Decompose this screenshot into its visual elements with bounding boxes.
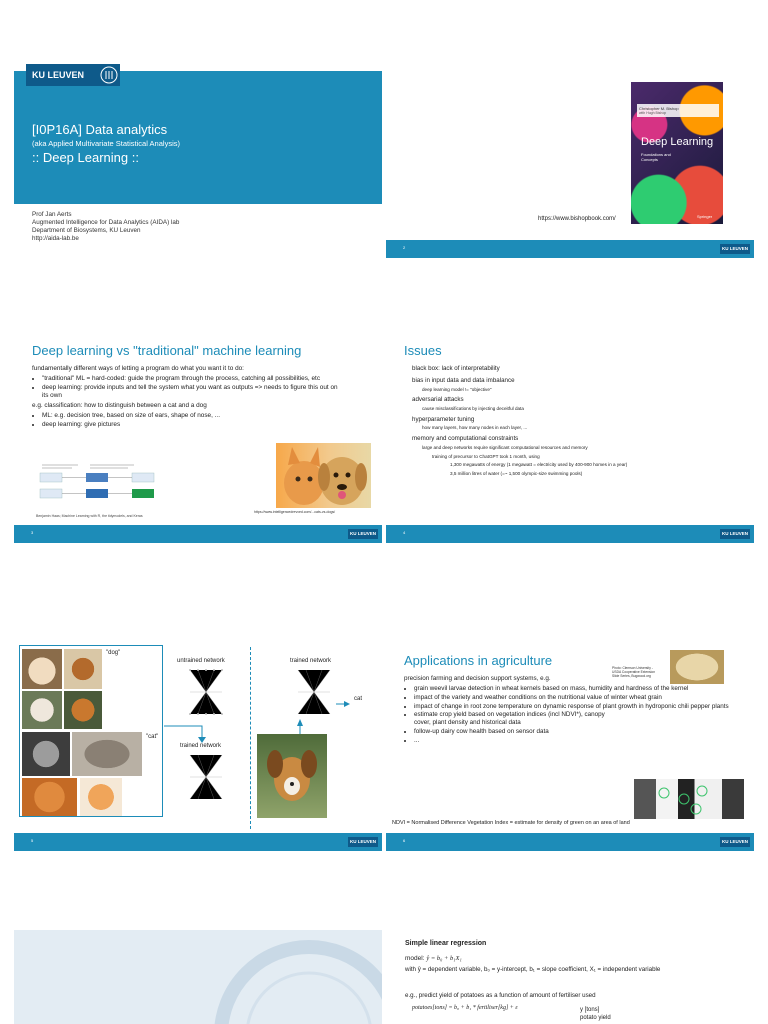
slide-title: Deep learning vs "traditional" machine learning xyxy=(32,343,302,358)
slide-body xyxy=(404,365,746,477)
book-url[interactable]: https://www.bishopbook.com/ xyxy=(538,216,616,222)
slide-body xyxy=(32,365,374,431)
book-cover xyxy=(631,82,723,224)
author-dept: Department of Biosystems, KU Leuven xyxy=(32,227,141,234)
divider-line xyxy=(250,647,251,829)
model-formula: ŷ = b₀ + b₁X₁ xyxy=(426,955,462,962)
watermark-seal xyxy=(214,940,382,1024)
issue-item: bias in input data and data imbalance xyxy=(412,376,515,384)
cat-label: "cat" xyxy=(146,734,159,740)
example-formula: potatoes[tons] = b₀ + b₁ * fertiliser[kg] + ε xyxy=(412,1005,518,1011)
issue-item: black box: lack of interpretability xyxy=(412,365,500,372)
photo-source-url[interactable]: https://www.intelligencedrevved.com/...cats-vs-dogs/ xyxy=(254,510,336,514)
dog-photo-4 xyxy=(64,691,102,729)
slide-footer xyxy=(386,833,754,851)
trained-label-right: trained network xyxy=(290,658,332,664)
issue-item: adversarial attacks xyxy=(412,396,464,404)
application-item: • ... xyxy=(414,737,746,745)
book-author: Christopher M. Bishop xyxy=(639,106,679,111)
application-item: • estimate crop yield based on vegetation indices (incl NDVI*), canopy cover, plant density and historical data xyxy=(414,711,746,727)
intro-text: precision farming and decision support systems, e.g. xyxy=(404,675,551,682)
bullet-dl: • deep learning: give pictures xyxy=(42,421,374,429)
dog-photo-2 xyxy=(64,649,102,689)
diagram-caption: Benjamin Haas; Machine Learning with R, the tidymodels, and Keras xyxy=(36,514,143,518)
example-text: e.g. classification: how to distinguish between a cat and a dog xyxy=(32,402,207,409)
book-publisher: Springer xyxy=(697,214,713,219)
page-number: 5 xyxy=(31,838,34,843)
application-item: • grain weevil larvae detection in wheat kernels based on mass, humidity and hardness of the kernel xyxy=(414,685,746,693)
footer-logo: KU LEUVEN xyxy=(720,244,750,254)
slide-book xyxy=(386,60,754,258)
cat-dog-photo xyxy=(276,443,371,508)
slide-footer xyxy=(386,525,754,543)
author-url[interactable]: http://aida-lab.be xyxy=(32,235,79,242)
slide-section xyxy=(14,930,382,1024)
logo-seal-icon xyxy=(100,66,118,89)
slide-footer xyxy=(14,525,382,543)
application-item: • follow-up dairy cow health based on sensor data xyxy=(414,728,746,736)
slide-footer xyxy=(14,833,382,851)
bullet-deep: • deep learning: provide inputs and tell the system what you want as outputs => needs to figure this out on its own xyxy=(42,384,374,400)
course-aka: (aka Applied Multivariate Statistical Analysis) xyxy=(32,139,180,148)
trained-network-icon-left xyxy=(186,751,226,808)
ndvi-note: NDVI = Normalised Difference Vegetation Index = estimate for density of green on an area of land xyxy=(392,820,630,826)
issue-subsubitem: training of precursor to ChatGPT took 1 month, using xyxy=(432,453,540,459)
slide-network-training xyxy=(14,633,382,851)
slide-linear-regression xyxy=(386,930,754,1024)
author-block xyxy=(32,211,179,243)
dairy-cow-photo xyxy=(634,779,744,819)
model-definition: with ŷ = dependent variable, b₀ = y-intercept, b₁ = slope coefficient, X₁ = independent variable xyxy=(405,966,661,973)
dog-photo-3 xyxy=(22,691,62,729)
model-line xyxy=(405,955,462,962)
slide-issues xyxy=(386,325,754,543)
slide-title: Applications in agriculture xyxy=(404,653,553,668)
logo-text: KU LEUVEN xyxy=(32,70,85,80)
book-subtitle: Foundations and Concepts xyxy=(641,152,671,162)
issue-subitem: cause misclassifications by injecting deceitful data xyxy=(422,405,524,411)
example-text: e.g., predict yield of potatoes as a function of amount of fertiliser used xyxy=(405,992,596,999)
trained-label-left: trained network xyxy=(180,743,222,749)
issue-item: hyperparameter tuning xyxy=(412,415,475,423)
slide-body xyxy=(404,675,746,747)
intro-text: fundamentally different ways of letting a program do what you want it to do: xyxy=(32,365,244,372)
slide-title xyxy=(14,60,382,258)
axis-unit: y [tons] xyxy=(580,1007,600,1013)
test-dog-photo xyxy=(257,734,327,818)
book-label xyxy=(637,104,719,117)
untrained-network-icon xyxy=(186,666,226,723)
dog-label: "dog" xyxy=(106,650,121,656)
slide-title: Simple linear regression xyxy=(405,940,487,947)
page-number: 4 xyxy=(403,530,406,535)
issue-item: memory and computational constraints xyxy=(412,435,519,443)
application-item: • impact of change in root zone temperature on dynamic response of plant growth in hydroponic chili pepper plants xyxy=(414,703,746,711)
issue-detail: 3,5 million litres of water (=~ 1,500 olympic-size swimming pools) xyxy=(450,471,583,477)
course-title: [I0P16A] Data analytics xyxy=(32,122,168,137)
photo-credit: Photo: Clemson University - USDA Cooperative Extension Slide Series, Bugwood.org xyxy=(612,666,656,678)
untrained-label: untrained network xyxy=(177,658,225,664)
issue-subitem: deep learning model != "objective" xyxy=(422,386,492,392)
axis-label: potato yield xyxy=(580,1015,611,1021)
output-label: cat xyxy=(354,696,363,702)
cat-photo-2 xyxy=(72,732,142,776)
footer-logo: KU LEUVEN xyxy=(720,529,750,539)
bullet-traditional: • "traditional" ML = hard-coded: guide the program through the process, catching all possibilities, etc xyxy=(42,375,374,383)
cat-photo-3 xyxy=(22,778,77,816)
title-banner xyxy=(14,71,382,204)
dog-photo-1 xyxy=(22,649,62,689)
author-lab: Augmented Intelligence for Data Analytics (AIDA) lab xyxy=(32,219,180,226)
cat-photo-4 xyxy=(80,778,122,816)
page-number: 6 xyxy=(403,838,406,843)
slide-footer xyxy=(386,240,754,258)
trained-network-icon-right xyxy=(294,666,334,723)
bullet-ml: • ML: e.g. decision tree, based on size of ears, shape of nose, ... xyxy=(42,412,374,420)
slide-dl-vs-ml xyxy=(14,325,382,543)
book-title: Deep Learning xyxy=(641,136,714,148)
footer-logo: KU LEUVEN xyxy=(348,837,378,847)
process-diagram xyxy=(38,463,158,503)
slide-agriculture xyxy=(386,633,754,851)
book-coauthor: with Hugh Bishop xyxy=(639,111,667,115)
arrow-to-output xyxy=(336,695,350,713)
issue-subitem: how many layers, how many nodes in each layer, ... xyxy=(422,425,528,431)
page-number: 3 xyxy=(31,530,34,535)
cat-photo-1 xyxy=(22,732,70,776)
footer-logo: KU LEUVEN xyxy=(348,529,378,539)
application-item: • impact of the variety and weather conditions on the nutritional value of winter wheat grain xyxy=(414,694,746,702)
issue-subitem: large and deep networks require significant computational resources and memory xyxy=(422,444,588,450)
ku-leuven-logo xyxy=(26,64,120,86)
model-label: model: xyxy=(405,955,425,962)
page-number: 2 xyxy=(403,245,406,250)
slide-title: Issues xyxy=(404,343,442,358)
author-name: Prof Jan Aerts xyxy=(32,211,72,218)
course-subtitle: :: Deep Learning :: xyxy=(32,150,139,165)
issue-detail: 1,300 megawatts of energy (1 megawatt = electricity used by 400-900 homes in a year) xyxy=(450,462,628,468)
footer-logo: KU LEUVEN xyxy=(720,837,750,847)
